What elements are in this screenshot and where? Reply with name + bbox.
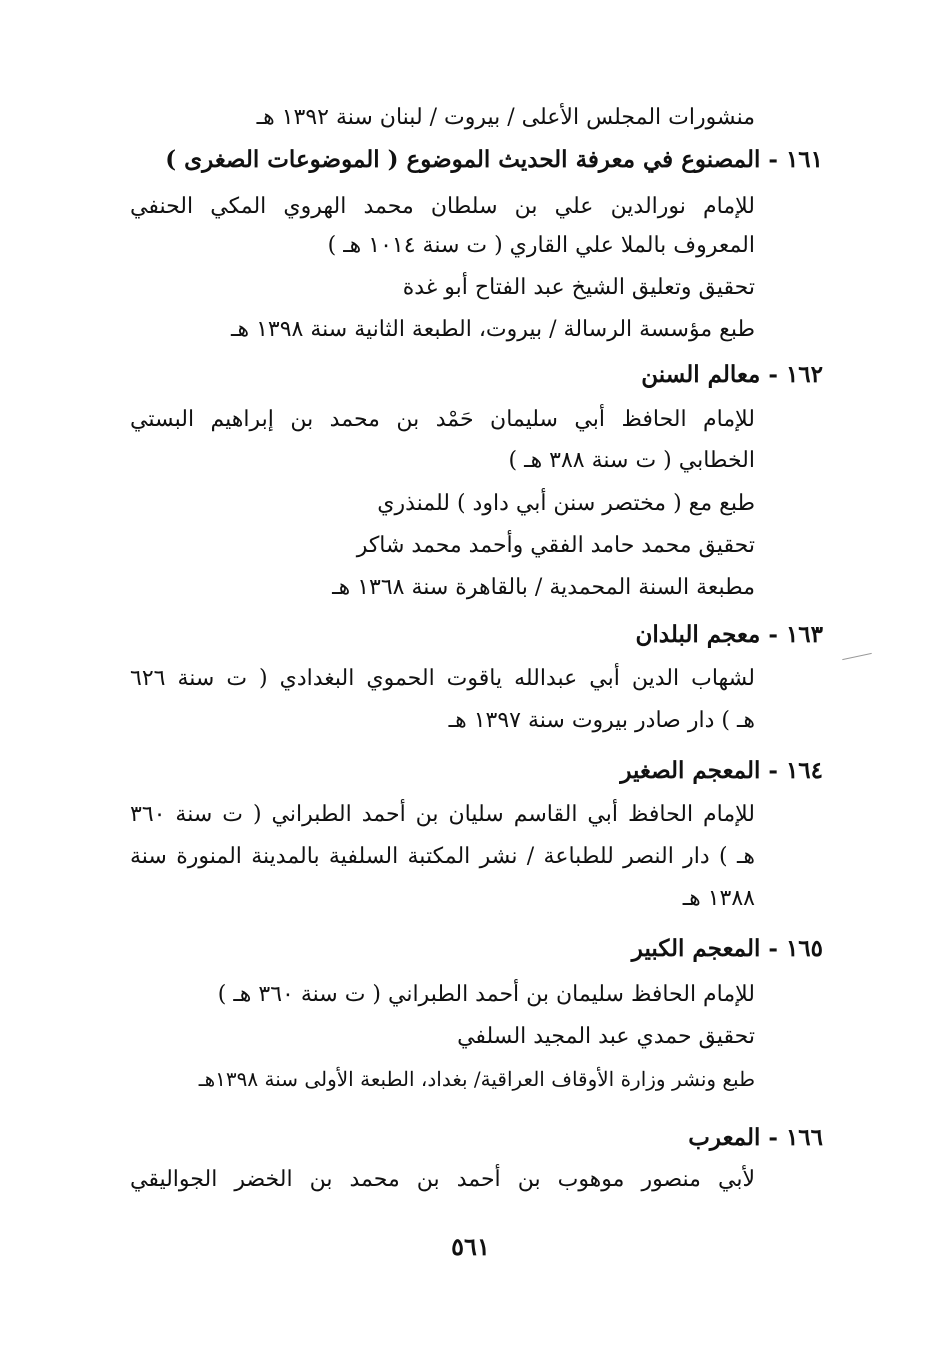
text-line: طبع مؤسسة الرسالة / بيروت، الطبعة الثانية سنة ١٣٩٨ هـ <box>231 317 755 342</box>
entry-title: المعجم الكبير <box>631 935 761 962</box>
text-line: ١٣٨٨ هـ <box>682 886 755 911</box>
text-line: لأبي منصور موهوب بن أحمد بن محمد بن الخضر الجواليقي <box>130 1167 755 1192</box>
text-line: الخطابي ( ت سنة ٣٨٨ هـ ) <box>508 448 755 473</box>
text-line: للإمام الحافظ أبي سليمان حَمْد بن محمد بن إبراهيم البستي <box>130 407 755 432</box>
text-line: لشهاب الدين أبي عبدالله ياقوت الحموي البغدادي ( ت سنة ٦٢٦ <box>130 666 755 691</box>
entry-165-heading <box>632 934 823 964</box>
page-number: ٥٦١ <box>451 1232 490 1261</box>
text-line: طبع ونشر وزارة الأوقاف العراقية/ بغداد، الطبعة الأولى سنة ١٣٩٨هـ <box>198 1067 755 1091</box>
entry-title: معالم السنن <box>641 361 761 388</box>
text-line: للإمام الحافظ أبي القاسم سليان بن أحمد الطبراني ( ت سنة ٣٦٠ <box>130 802 755 827</box>
entry-163-heading <box>635 620 823 650</box>
text-line: المعروف بالملا علي القاري ( ت سنة ١٠١٤ هـ ) <box>327 233 755 258</box>
text-line: مطبعة السنة المحمدية / بالقاهرة سنة ١٣٦٨ هـ <box>332 575 755 600</box>
publisher-line: منشورات المجلس الأعلى / بيروت / لبنان سنة ١٣٩٢ هـ <box>256 105 755 130</box>
text-line: تحقيق محمد حامد الفقي وأحمد محمد شاكر <box>356 533 755 558</box>
entry-number: ١٦٥ - <box>768 935 823 962</box>
entry-title: المصنوع في معرفة الحديث الموضوع ( الموضوعات الصغرى ) <box>165 146 761 173</box>
entry-number: ١٦١ - <box>768 146 823 173</box>
text-line: للإمام الحافظ سليمان بن أحمد الطبراني ( ت سنة ٣٦٠ هـ ) <box>217 982 755 1007</box>
entry-number: ١٦٢ - <box>768 361 823 388</box>
entry-162-heading <box>641 360 823 390</box>
scan-mark <box>842 653 872 660</box>
text-line: هـ ) دار صادر بيروت سنة ١٣٩٧ هـ <box>448 708 755 733</box>
entry-title: المعجم الصغير <box>620 757 761 784</box>
entry-number: ١٦٣ - <box>768 621 823 648</box>
entry-164-heading <box>620 756 823 786</box>
entry-161-heading <box>165 145 823 175</box>
text-line: تحقيق حمدي عبد المجيد السلفي <box>457 1024 755 1049</box>
entry-title: معجم البلدان <box>635 621 761 648</box>
entry-number: ١٦٤ - <box>768 757 823 784</box>
text-line: طبع مع ( مختصر سنن أبي داود ) للمنذري <box>377 491 755 516</box>
text-line: تحقيق وتعليق الشيخ عبد الفتاح أبو غدة <box>402 275 755 300</box>
entry-number: ١٦٦ - <box>768 1124 823 1151</box>
text-line: هـ ) دار النصر للطباعة / نشر المكتبة السلفية بالمدينة المنورة سنة <box>130 844 755 869</box>
text-line: للإمام نورالدين علي بن سلطان محمد الهروي المكي الحنفي <box>130 194 755 219</box>
entry-title: المعرب <box>688 1124 761 1151</box>
entry-166-heading <box>688 1123 823 1153</box>
